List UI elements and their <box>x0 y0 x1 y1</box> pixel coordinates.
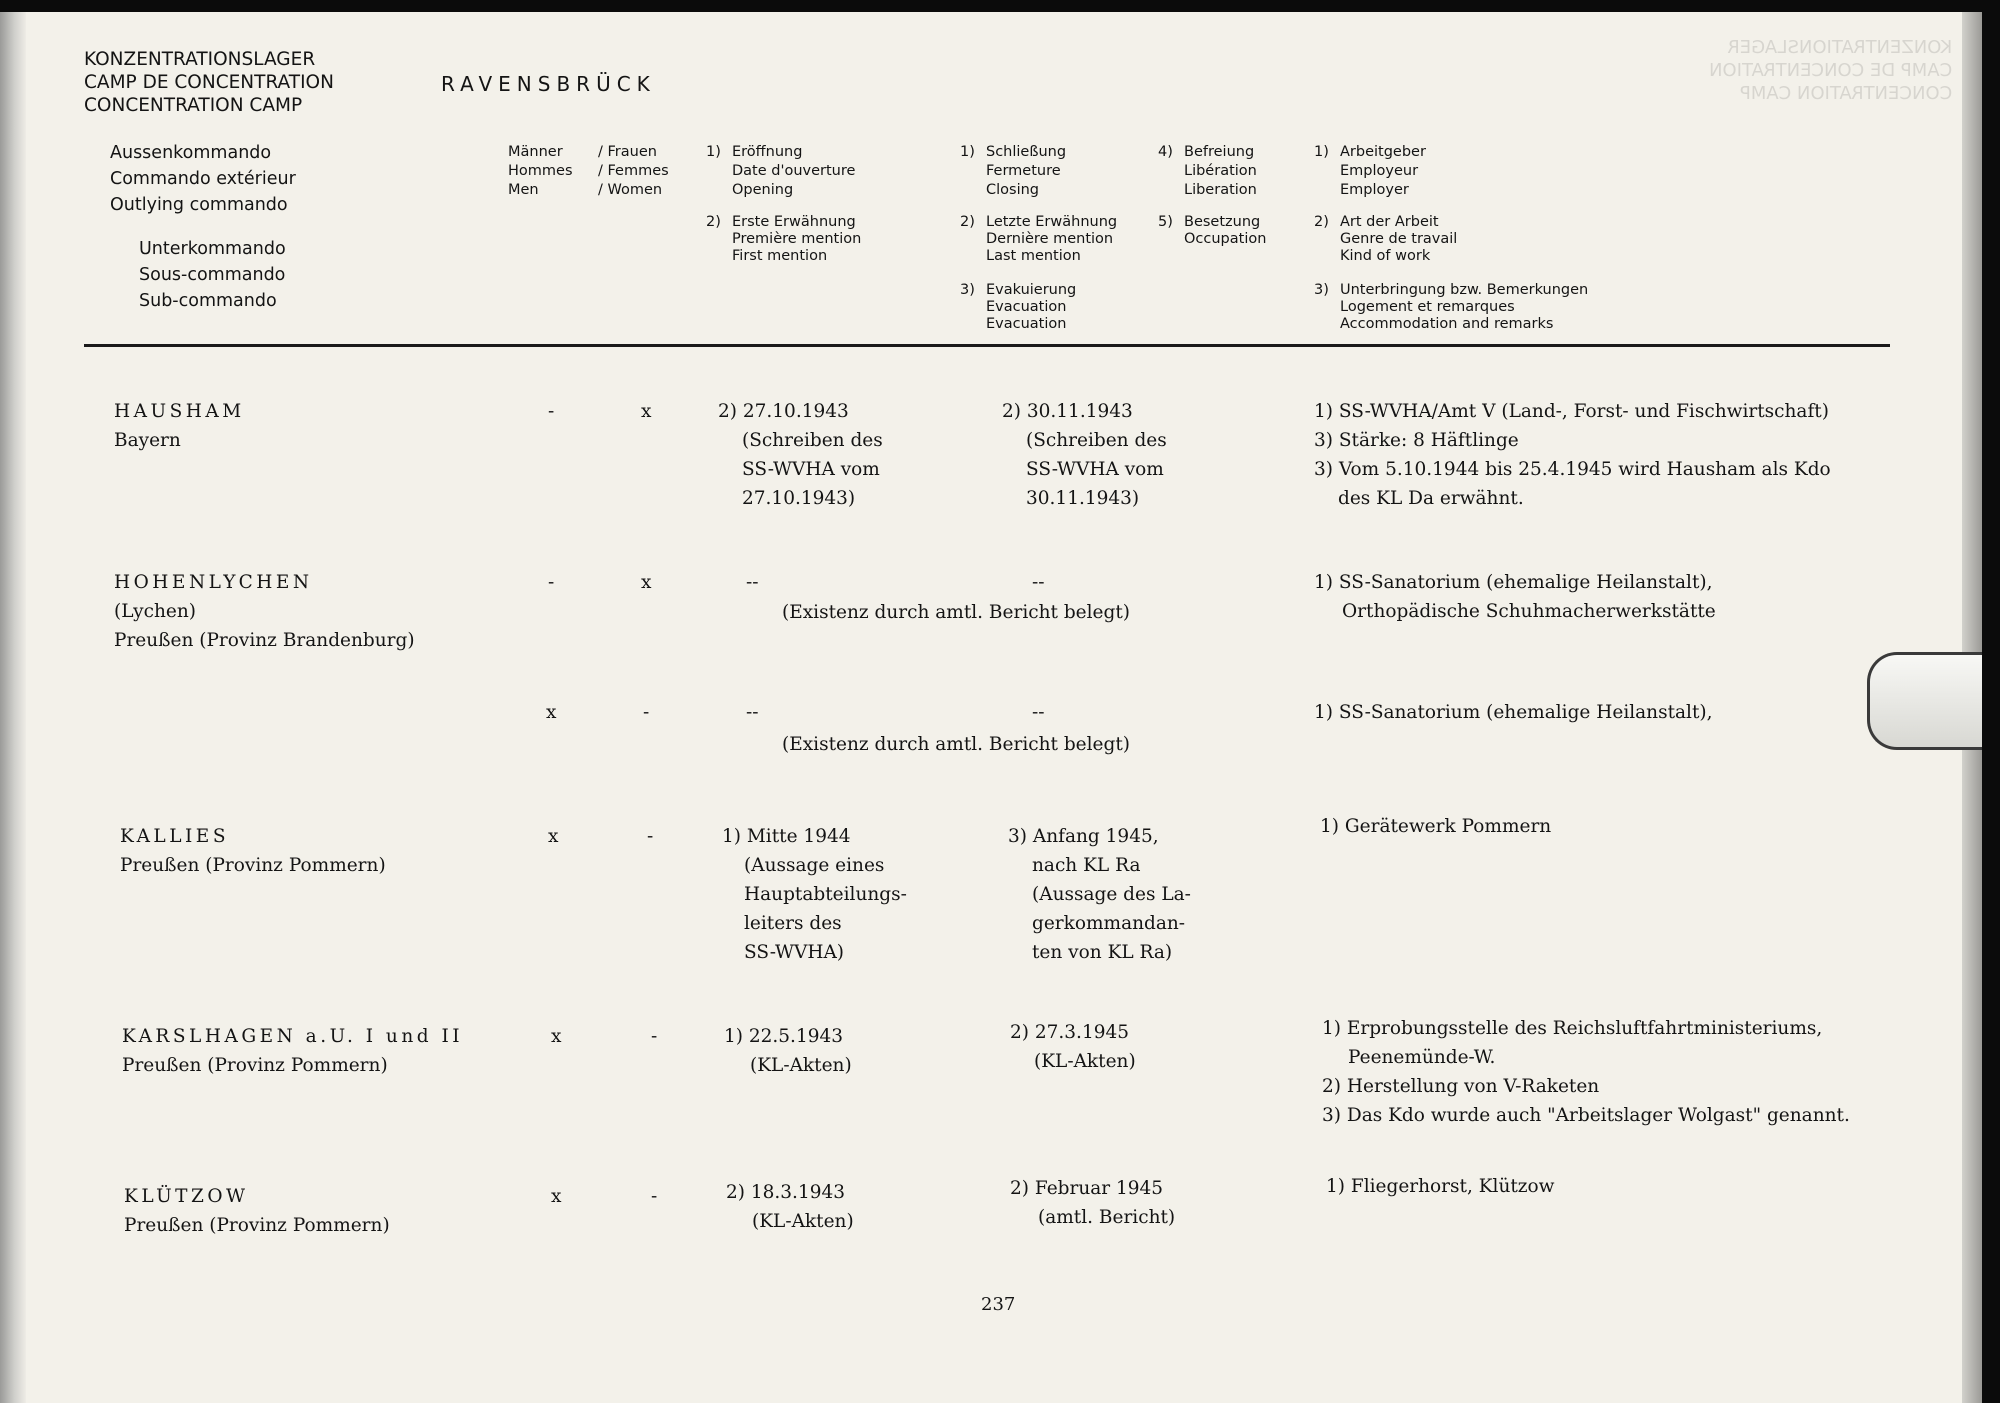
entry-name: KARSLHAGEN a.U. I und II <box>122 1026 464 1047</box>
header-accommodation <box>1314 282 1588 333</box>
header-line: Evacuation <box>986 316 1067 332</box>
remark-line: 2) Herstellung von V-Raketen <box>1322 1076 1600 1097</box>
entry-region: Preußen (Provinz Brandenburg) <box>114 630 415 651</box>
header-line: Art der Arbeit <box>1340 214 1439 230</box>
header-line: Employeur <box>1340 163 1419 179</box>
header-line: / Women <box>598 182 663 198</box>
entry-region: Preußen (Provinz Pommern) <box>122 1055 388 1076</box>
header-kind-of-work <box>1314 214 1457 265</box>
entry-location <box>124 1182 390 1240</box>
header-line: Hommes <box>508 163 573 179</box>
entry-remarks <box>1314 397 1831 513</box>
entry-region: (Lychen) <box>114 601 196 622</box>
header-opening <box>706 143 855 200</box>
header-line: Occupation <box>1184 231 1267 247</box>
opening-line: (Aussage eines <box>744 855 885 876</box>
entry-women: - <box>647 826 654 847</box>
entry-closing <box>1008 822 1191 967</box>
opening-line: leiters des <box>744 913 842 934</box>
header-line: / Femmes <box>598 163 669 179</box>
header-line: Evakuierung <box>986 282 1077 298</box>
entry-men: x <box>546 702 557 723</box>
entry-region: Bayern <box>114 430 181 451</box>
entry-opening <box>726 1178 854 1236</box>
header-line: Schließung <box>986 144 1067 160</box>
entry-women: - <box>651 1026 658 1047</box>
header-line: Eröffnung <box>732 144 803 160</box>
remark-line: 1) SS-Sanatorium (ehemalige Heilanstalt), <box>1314 572 1713 593</box>
closing-line: 2) Februar 1945 <box>1010 1178 1164 1199</box>
header-line: Kind of work <box>1340 248 1431 264</box>
opening-line: Hauptabteilungs- <box>744 884 907 905</box>
remark-line: 1) SS-WVHA/Amt V (Land-, Forst- und Fischwirtschaft) <box>1314 401 1829 422</box>
header-number: 1) <box>1314 144 1329 160</box>
remark-line: 3) Vom 5.10.1944 bis 25.4.1945 wird Hausham als Kdo <box>1314 459 1831 480</box>
header-line: Libération <box>1184 163 1257 179</box>
entry-remarks <box>1326 1172 1555 1201</box>
header-line: Employer <box>1340 182 1409 198</box>
header-line: Dernière mention <box>986 231 1114 247</box>
header-line: Date d'ouverture <box>732 163 856 179</box>
page-number: 237 <box>981 1294 1016 1315</box>
entry-note: (Existenz durch amtl. Bericht belegt) <box>782 602 1130 623</box>
entry-closing <box>1002 397 1167 513</box>
opening-line: SS-WVHA) <box>744 942 845 963</box>
show-through-text <box>1709 36 1952 105</box>
entry-remarks <box>1314 698 1713 727</box>
header-line: Befreiung <box>1184 144 1255 160</box>
remark-line: 3) Stärke: 8 Häftlinge <box>1314 430 1519 451</box>
entry-women: - <box>643 702 650 723</box>
entry-opening: -- <box>746 702 759 723</box>
closing-line: nach KL Ra <box>1032 855 1141 876</box>
entry-remarks <box>1320 812 1551 841</box>
entry-location <box>120 822 386 880</box>
header-line: Closing <box>986 182 1040 198</box>
header-liberation <box>1158 143 1257 200</box>
entry-men: - <box>548 401 555 422</box>
commando-en: Outlying commando <box>110 195 288 215</box>
header-number: 3) <box>960 282 975 298</box>
opening-line: 1) Mitte 1944 <box>722 826 851 847</box>
header-line: Men <box>508 182 539 198</box>
entry-name: KLÜTZOW <box>124 1186 249 1207</box>
header-line: Erste Erwähnung <box>732 214 856 230</box>
header-line: Fermeture <box>986 163 1061 179</box>
entry-women: x <box>641 401 652 422</box>
closing-line: (amtl. Bericht) <box>1038 1207 1176 1228</box>
entry-closing: -- <box>1032 702 1045 723</box>
closing-line: 3) Anfang 1945, <box>1008 826 1159 847</box>
commando-de: Aussenkommando <box>110 143 272 163</box>
binder-clip <box>1867 652 1982 750</box>
subcommando-en: Sub-commando <box>139 291 277 311</box>
camp-name: RAVENSBRÜCK <box>441 72 656 96</box>
header-number: 2) <box>960 214 975 230</box>
closing-line: (Schreiben des <box>1026 430 1167 451</box>
header-line: Unterbringung bzw. Bemerkungen <box>1340 282 1589 298</box>
entry-men: x <box>551 1186 562 1207</box>
header-line: Letzte Erwähnung <box>986 214 1118 230</box>
remark-line: Orthopädische Schuhmacherwerkstätte <box>1342 601 1716 622</box>
header-line: Liberation <box>1184 182 1257 198</box>
opening-line: SS-WVHA vom <box>742 459 880 480</box>
closing-line: (Aussage des La- <box>1032 884 1191 905</box>
entry-name: HAUSHAM <box>114 401 245 422</box>
entry-location <box>114 397 245 455</box>
subcommando-de: Unterkommando <box>139 239 286 259</box>
header-last-mention <box>960 214 1117 265</box>
entry-note: (Existenz durch amtl. Bericht belegt) <box>782 734 1130 755</box>
header-closing <box>960 143 1066 200</box>
entry-men: x <box>548 826 559 847</box>
entry-closing: -- <box>1032 572 1045 593</box>
header-line: / Frauen <box>598 144 657 160</box>
header-line: Opening <box>732 182 794 198</box>
header-occupation <box>1158 214 1266 248</box>
header-line: Genre de travail <box>1340 231 1458 247</box>
subcommando-fr: Sous-commando <box>139 265 286 285</box>
closing-line: ten von KL Ra) <box>1032 942 1173 963</box>
entry-men: x <box>551 1026 562 1047</box>
header-employer <box>1314 143 1426 200</box>
closing-line: 2) 27.3.1945 <box>1010 1022 1130 1043</box>
header-number: 2) <box>1314 214 1329 230</box>
header-line: Logement et remarques <box>1340 299 1515 315</box>
show-through-line: KONZENTRATIONSLAGER <box>1727 37 1952 58</box>
entry-location <box>122 1022 463 1080</box>
remark-line: Peenemünde-W. <box>1348 1047 1496 1068</box>
commando-fr: Commando extérieur <box>110 169 296 189</box>
opening-line: (KL-Akten) <box>752 1211 854 1232</box>
remark-line: 1) Fliegerhorst, Klützow <box>1326 1176 1555 1197</box>
opening-line: 2) 27.10.1943 <box>718 401 849 422</box>
opening-line: 27.10.1943) <box>742 488 856 509</box>
header-line: Besetzung <box>1184 214 1261 230</box>
header-line: Arbeitgeber <box>1340 144 1426 160</box>
camp-label-en: CONCENTRATION CAMP <box>84 95 303 116</box>
header-women <box>598 143 669 200</box>
remark-line: 1) Gerätewerk Pommern <box>1320 816 1552 837</box>
header-line: Last mention <box>986 248 1081 264</box>
entry-women: - <box>651 1186 658 1207</box>
entry-men: - <box>548 572 555 593</box>
closing-line: 30.11.1943) <box>1026 488 1140 509</box>
camp-label <box>84 48 334 117</box>
remark-line: 3) Das Kdo wurde auch "Arbeitslager Wolgast" genannt. <box>1322 1105 1850 1126</box>
entry-region: Preußen (Provinz Pommern) <box>124 1215 390 1236</box>
header-first-mention <box>706 214 861 265</box>
entry-remarks <box>1314 568 1716 626</box>
closing-line: 2) 30.11.1943 <box>1002 401 1133 422</box>
entry-closing <box>1010 1018 1136 1076</box>
remark-line: 1) SS-Sanatorium (ehemalige Heilanstalt), <box>1314 702 1713 723</box>
header-number: 4) <box>1158 144 1173 160</box>
header-number: 2) <box>706 214 721 230</box>
opening-line: 1) 22.5.1943 <box>724 1026 844 1047</box>
show-through-line: CONCENTRATION CAMP <box>1739 83 1952 104</box>
camp-label-fr: CAMP DE CONCENTRATION <box>84 72 334 93</box>
closing-line: gerkommandan- <box>1032 913 1186 934</box>
entry-name: HOHENLYCHEN <box>114 572 313 593</box>
closing-line: (KL-Akten) <box>1034 1051 1136 1072</box>
header-evacuation <box>960 282 1076 333</box>
closing-line: SS-WVHA vom <box>1026 459 1164 480</box>
commando-label <box>110 140 296 218</box>
opening-line: (KL-Akten) <box>750 1055 852 1076</box>
header-number: 1) <box>960 144 975 160</box>
header-line: First mention <box>732 248 828 264</box>
entry-remarks <box>1322 1014 1850 1130</box>
header-number: 5) <box>1158 214 1173 230</box>
entry-opening <box>718 397 883 513</box>
page-gutter <box>0 12 26 1403</box>
header-line: Accommodation and remarks <box>1340 316 1554 332</box>
remark-line: 1) Erprobungsstelle des Reichsluftfahrtministeriums, <box>1322 1018 1823 1039</box>
header-line: Première mention <box>732 231 862 247</box>
header-line: Männer <box>508 144 563 160</box>
entry-opening <box>722 822 907 967</box>
show-through-line: CAMP DE CONCENTRATION <box>1708 60 1952 81</box>
book-page <box>0 12 1982 1403</box>
header-divider <box>84 344 1890 347</box>
entry-name: KALLIES <box>120 826 229 847</box>
entry-region: Preußen (Provinz Pommern) <box>120 855 386 876</box>
camp-label-de: KONZENTRATIONSLAGER <box>84 49 316 70</box>
header-number: 3) <box>1314 282 1329 298</box>
header-line: Evacuation <box>986 299 1067 315</box>
header-men <box>508 143 573 200</box>
entry-opening: -- <box>746 572 759 593</box>
subcommando-label <box>139 236 286 314</box>
entry-location <box>114 568 415 655</box>
entry-opening <box>724 1022 852 1080</box>
header-number: 1) <box>706 144 721 160</box>
remark-line: des KL Da erwähnt. <box>1338 488 1524 509</box>
opening-line: (Schreiben des <box>742 430 883 451</box>
entry-women: x <box>641 572 652 593</box>
opening-line: 2) 18.3.1943 <box>726 1182 846 1203</box>
entry-closing <box>1010 1174 1175 1232</box>
